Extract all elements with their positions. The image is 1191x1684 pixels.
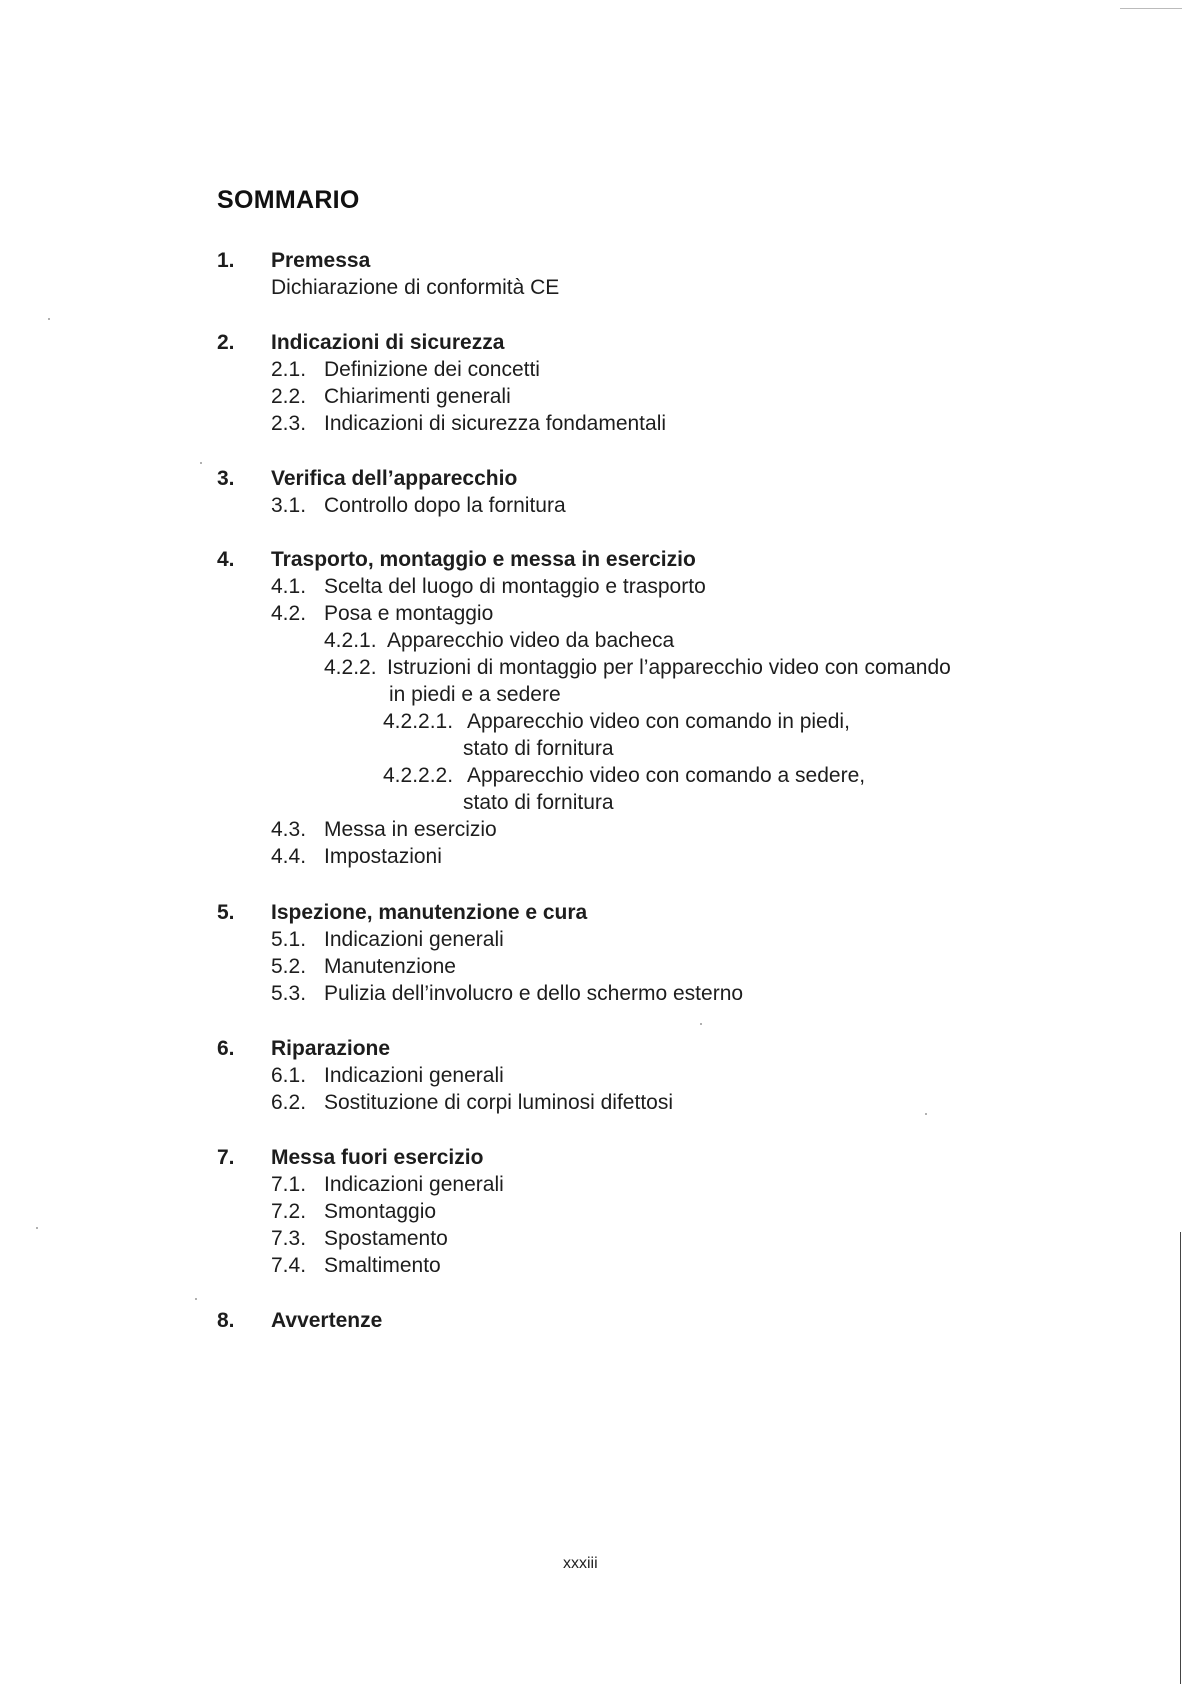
scan-speck	[36, 1227, 38, 1229]
section-number-6: 6.	[217, 1037, 235, 1060]
toc-item-continuation: in piedi e a sedere	[389, 683, 561, 706]
section-title-5: Ispezione, manutenzione e cura	[271, 901, 588, 924]
toc-item-text: Messa in esercizio	[324, 818, 497, 841]
toc-item-number: 6.1.	[271, 1064, 307, 1087]
toc-item-number: 7.3.	[271, 1227, 307, 1250]
toc-item-continuation: stato di fornitura	[463, 737, 614, 760]
section-number: 1.	[217, 249, 235, 272]
toc-section-1	[217, 247, 235, 274]
toc-item-number: 5.3.	[271, 982, 307, 1005]
scan-edge-line-top	[1120, 8, 1182, 9]
toc-item-number: 4.2.2.2.	[383, 764, 454, 787]
section-title-6: Riparazione	[271, 1037, 391, 1060]
scan-speck	[48, 318, 50, 320]
toc-item-text: Chiarimenti generali	[324, 385, 511, 408]
page-number: xxxiii	[563, 1555, 598, 1572]
toc-item-text: Pulizia dell’involucro e dello schermo esterno	[324, 982, 744, 1005]
section-number-5: 5.	[217, 901, 235, 924]
toc-item-continuation: stato di fornitura	[463, 791, 614, 814]
toc-item-text: Smaltimento	[324, 1254, 441, 1277]
toc-item-number: 6.2.	[271, 1091, 307, 1114]
toc-item-text: Apparecchio video da bacheca	[387, 629, 675, 652]
scan-edge-line	[1180, 1232, 1181, 1684]
toc-item-text: Definizione dei concetti	[324, 358, 540, 381]
scan-speck	[195, 1298, 197, 1300]
page-title: SOMMARIO	[217, 186, 360, 214]
toc-item-number: 4.3.	[271, 818, 307, 841]
toc-item-text: Apparecchio video con comando in piedi,	[467, 710, 850, 733]
section-title-3: Verifica dell’apparecchio	[271, 467, 518, 490]
toc-item-text: Indicazioni generali	[324, 1064, 504, 1087]
scan-speck	[925, 1113, 927, 1115]
toc-item-number: 3.1.	[271, 494, 307, 517]
toc-item-number: 5.1.	[271, 928, 307, 951]
toc-item-1-1: Dichiarazione di conformità CE	[271, 276, 560, 299]
toc-item-text: Scelta del luogo di montaggio e trasporto	[324, 575, 706, 598]
section-title-4: Trasporto, montaggio e messa in esercizio	[271, 548, 696, 571]
toc-item-number: 7.4.	[271, 1254, 307, 1277]
section-number-2: 2.	[217, 331, 235, 354]
toc-item-number: 4.2.	[271, 602, 307, 625]
toc-item-number: 5.2.	[271, 955, 307, 978]
section-number-3: 3.	[217, 467, 235, 490]
toc-item-number: 4.2.1.	[324, 629, 377, 652]
toc-item-number: 4.1.	[271, 575, 307, 598]
toc-item-text: Istruzioni di montaggio per l’apparecchio video con comando	[387, 656, 951, 679]
section-title-1: Premessa	[271, 249, 371, 272]
toc-item-text: Spostamento	[324, 1227, 448, 1250]
toc-item-text: Indicazioni di sicurezza fondamentali	[324, 412, 667, 435]
section-title-7: Messa fuori esercizio	[271, 1146, 484, 1169]
toc-item-number: 2.3.	[271, 412, 307, 435]
toc-item-number: 4.2.2.	[324, 656, 377, 679]
toc-item-text: Impostazioni	[324, 845, 442, 868]
section-number-8: 8.	[217, 1309, 235, 1332]
toc-item-text: Indicazioni generali	[324, 928, 504, 951]
section-number-7: 7.	[217, 1146, 235, 1169]
section-title-2: Indicazioni di sicurezza	[271, 331, 505, 354]
toc-item-text: Sostituzione di corpi luminosi difettosi	[324, 1091, 674, 1114]
toc-item-number: 7.2.	[271, 1200, 307, 1223]
toc-item-number: 2.1.	[271, 358, 307, 381]
scan-speck	[700, 1023, 702, 1025]
toc-item-text: Manutenzione	[324, 955, 456, 978]
section-title-8: Avvertenze	[271, 1309, 383, 1332]
toc-item-text: Controllo dopo la fornitura	[324, 494, 566, 517]
toc-item-text: Indicazioni generali	[324, 1173, 504, 1196]
section-number-4: 4.	[217, 548, 235, 571]
toc-item-number: 2.2.	[271, 385, 307, 408]
toc-item-number: 4.2.2.1.	[383, 710, 454, 733]
toc-item-text: Posa e montaggio	[324, 602, 494, 625]
toc-item-number: 4.4.	[271, 845, 307, 868]
toc-item-number: 7.1.	[271, 1173, 307, 1196]
toc-item-text: Smontaggio	[324, 1200, 437, 1223]
toc-item-text: Apparecchio video con comando a sedere,	[467, 764, 866, 787]
scan-speck	[200, 462, 202, 464]
